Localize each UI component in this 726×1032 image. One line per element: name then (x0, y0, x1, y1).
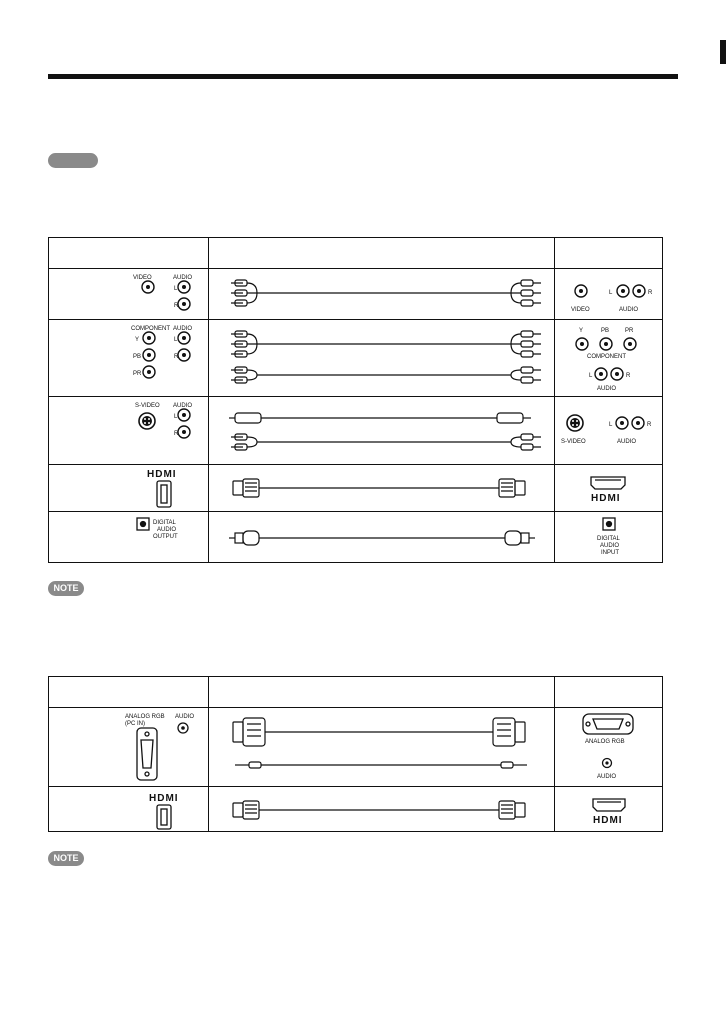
pc-hdmi-port-icon (157, 805, 171, 829)
av-connection-table (48, 237, 663, 563)
tv-pr-jack-icon (624, 338, 636, 350)
svg-text:L: L (609, 422, 613, 428)
svg-text:R: R (174, 431, 179, 437)
vga-and-audio-cable-icon (209, 708, 555, 786)
row-analog-rgb (49, 708, 663, 787)
svg-text:Y: Y (135, 337, 140, 343)
hdmi-port-icon (157, 481, 171, 507)
svg-text:HDMI: HDMI (149, 793, 179, 804)
tv-video-jack-icon (575, 285, 587, 297)
cable-component (209, 320, 555, 397)
tv-hdmi-port-icon (591, 477, 625, 489)
section-rule (48, 74, 678, 79)
col-header-pc (49, 677, 209, 708)
row-hdmi (49, 465, 663, 512)
device-terminals-digital-audio (49, 512, 209, 563)
audio-r-jack-icon (178, 426, 190, 438)
row-composite (49, 269, 663, 320)
svg-text:L: L (589, 373, 593, 379)
tv-audio-l-jack-icon (617, 285, 629, 297)
note-badge-2: NOTE (48, 851, 84, 866)
svg-text:ANALOG RGB: ANALOG RGB (125, 714, 165, 720)
device-terminals-component (49, 320, 209, 397)
pc-audio-jack-icon (178, 723, 188, 733)
svg-text:AUDIO: AUDIO (600, 543, 620, 549)
svg-text:COMPONENT: COMPONENT (131, 326, 170, 332)
note-badge-1: NOTE (48, 581, 84, 596)
pc-hdmi-cable-icon (209, 787, 555, 831)
device-terminals-hdmi (49, 465, 209, 512)
pc-terminals-analog (49, 708, 209, 787)
audio-l-jack-icon (178, 281, 190, 293)
tv-pb-jack-icon (600, 338, 612, 350)
tv-audio-l-jack-icon (595, 368, 607, 380)
component-pb-jack-icon (143, 349, 155, 361)
audio-r-jack-icon (178, 349, 190, 361)
svg-text:AUDIO: AUDIO (597, 386, 617, 392)
audio-r-jack-icon (178, 298, 190, 310)
row-pc-hdmi (49, 787, 663, 832)
cable-hdmi (209, 465, 555, 512)
svg-text:ANALOG RGB: ANALOG RGB (585, 739, 625, 745)
component-y-jack-icon (143, 332, 155, 344)
optical-input-jack-icon (603, 518, 615, 530)
svg-text:PR: PR (625, 328, 634, 334)
svg-text:Y: Y (579, 328, 584, 334)
r-label: R (174, 303, 179, 309)
tv-pc-hdmi-port-icon (593, 799, 625, 811)
svg-text:HDMI: HDMI (593, 815, 623, 826)
page-edge-tab (720, 40, 726, 64)
tv-audio-r-jack-icon (632, 417, 644, 429)
svg-text:OUTPUT: OUTPUT (153, 534, 178, 540)
audio-label: AUDIO (173, 275, 193, 281)
optical-output-jack-icon (137, 518, 149, 530)
hdmi-logo: HDMI (147, 469, 177, 480)
tv-terminals-analog (555, 708, 663, 787)
svg-text:S-VIDEO: S-VIDEO (561, 439, 586, 445)
tv-terminals-svideo (555, 397, 663, 465)
row-digital-audio (49, 512, 663, 563)
tv-y-jack-icon (576, 338, 588, 350)
svg-text:R: R (647, 422, 652, 428)
device-terminals-composite (49, 269, 209, 320)
svg-text:PB: PB (133, 354, 142, 360)
tv-audio-r-jack-icon (611, 368, 623, 380)
svg-text:R: R (626, 373, 631, 379)
audio-l-jack-icon (178, 409, 190, 421)
svideo-cable-icon (209, 397, 555, 464)
cable-pc-hdmi (209, 787, 555, 832)
svg-text:COMPONENT: COMPONENT (587, 354, 626, 360)
svg-text:AUDIO: AUDIO (173, 326, 193, 332)
row-svideo (49, 397, 663, 465)
l-label: L (174, 286, 178, 292)
svg-text:S-VIDEO: S-VIDEO (135, 403, 160, 409)
svg-text:DIGITAL: DIGITAL (597, 536, 620, 542)
tv-terminals-pc-hdmi (555, 787, 663, 832)
col-header-cable (209, 677, 555, 708)
optical-cable-icon (209, 512, 555, 562)
rca-cable-icon (209, 269, 555, 319)
component-cable-icon (209, 320, 555, 396)
video-label: VIDEO (133, 275, 152, 281)
svg-text:R: R (648, 290, 653, 296)
tv-audio-r-jack-icon (633, 285, 645, 297)
col-header-device (49, 238, 209, 269)
svideo-jack-icon (139, 413, 155, 429)
svg-text:AUDIO: AUDIO (597, 774, 617, 780)
cable-svideo (209, 397, 555, 465)
pc-connection-table (48, 676, 663, 832)
tv-terminals-composite (555, 269, 663, 320)
tv-terminals-hdmi (555, 465, 663, 512)
cable-composite (209, 269, 555, 320)
svg-text:L: L (174, 337, 178, 343)
section-badge (48, 153, 98, 168)
tv-pc-audio-jack-icon (603, 759, 612, 768)
col-header-tv (555, 238, 663, 269)
cable-analog-rgb (209, 708, 555, 787)
component-pr-jack-icon (143, 366, 155, 378)
svg-text:L: L (174, 414, 178, 420)
tv-audio-l-jack-icon (616, 417, 628, 429)
tv-svideo-jack-icon (567, 415, 583, 431)
svg-text:AUDIO: AUDIO (619, 307, 639, 313)
svg-text:AUDIO: AUDIO (157, 527, 177, 533)
pc-terminals-hdmi (49, 787, 209, 832)
tv-terminals-digital-audio (555, 512, 663, 563)
col-header-cable (209, 238, 555, 269)
svg-text:VIDEO: VIDEO (571, 307, 590, 313)
cable-digital-audio (209, 512, 555, 563)
svg-text:AUDIO: AUDIO (173, 403, 193, 409)
svg-text:HDMI: HDMI (591, 493, 621, 504)
svg-text:INPUT: INPUT (601, 550, 619, 556)
svg-text:DIGITAL: DIGITAL (153, 520, 176, 526)
vga-port-icon (137, 728, 157, 780)
svg-text:(PC IN): (PC IN) (125, 721, 145, 727)
device-terminals-svideo (49, 397, 209, 465)
svg-text:R: R (174, 354, 179, 360)
tv-terminals-component (555, 320, 663, 397)
svg-text:AUDIO: AUDIO (617, 439, 637, 445)
col-header-tv (555, 677, 663, 708)
hdmi-cable-icon (209, 465, 555, 511)
tv-vga-port-icon (583, 714, 633, 734)
svg-text:PR: PR (133, 371, 142, 377)
svg-text:AUDIO: AUDIO (175, 714, 195, 720)
audio-l-jack-icon (178, 332, 190, 344)
svg-text:L: L (609, 290, 613, 296)
row-component (49, 320, 663, 397)
video-jack-icon (142, 281, 154, 293)
svg-text:PB: PB (601, 328, 610, 334)
